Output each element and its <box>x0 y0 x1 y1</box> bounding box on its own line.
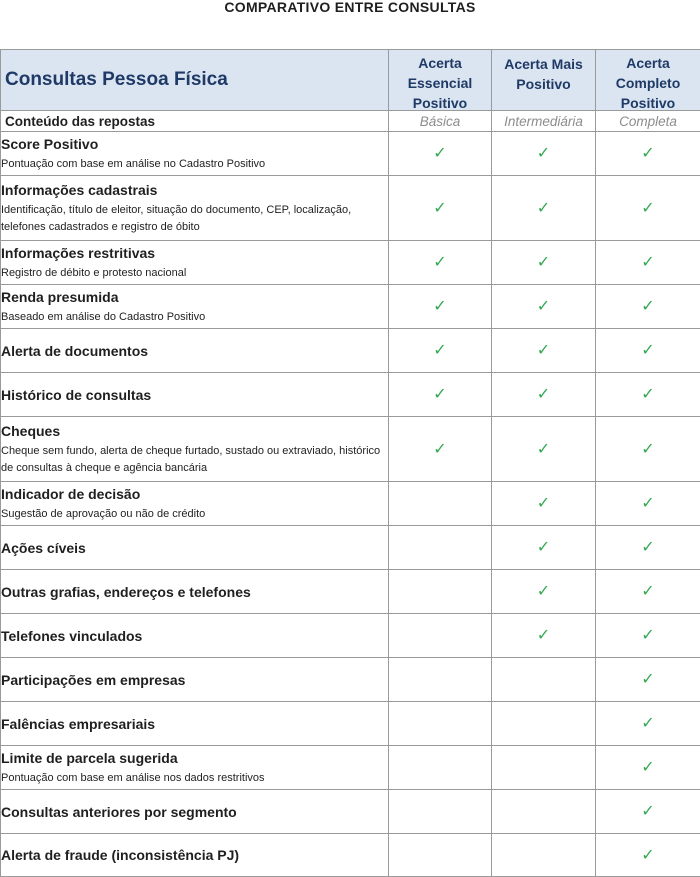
plan-check-cell <box>596 132 700 176</box>
check-icon: ✓ <box>433 299 446 315</box>
feature-cell <box>1 373 389 417</box>
check-icon: ✓ <box>641 628 654 644</box>
plan-check-cell <box>389 790 492 834</box>
plan-check-cell <box>596 658 700 702</box>
check-icon: ✓ <box>641 672 654 688</box>
plan-check-cell <box>492 834 596 877</box>
feature-title: Ações cíveis <box>1 539 388 557</box>
table-row <box>1 329 700 373</box>
plan-check-cell <box>596 614 700 658</box>
feature-title: Alerta de fraude (inconsistência PJ) <box>1 846 388 864</box>
feature-title: Indicador de decisão <box>1 485 388 503</box>
check-icon: ✓ <box>641 804 654 820</box>
feature-description: Cheque sem fundo, alerta de cheque furtado, sustado ou extraviado, histórico de consultas à cheque e agência bancária <box>1 443 388 477</box>
feature-description: Registro de débito e protesto nacional <box>1 265 388 282</box>
check-icon: ✓ <box>537 255 550 271</box>
plan-check-cell <box>492 176 596 241</box>
table-row <box>1 746 700 790</box>
feature-title: Alerta de documentos <box>1 342 388 360</box>
plan-check-cell <box>596 241 700 285</box>
feature-cell <box>1 241 389 285</box>
table-row <box>1 482 700 526</box>
plan-check-cell <box>389 834 492 877</box>
plan-check-cell <box>492 746 596 790</box>
check-icon: ✓ <box>641 146 654 162</box>
plan-check-cell <box>596 417 700 482</box>
plan-check-cell <box>596 285 700 329</box>
feature-description: Pontuação com base em análise nos dados restritivos <box>1 770 388 787</box>
feature-title: Outras grafias, endereços e telefones <box>1 583 388 601</box>
table-row <box>1 702 700 746</box>
feature-cell <box>1 482 389 526</box>
feature-cell <box>1 570 389 614</box>
check-icon: ✓ <box>433 201 446 217</box>
plan-check-cell <box>389 241 492 285</box>
check-icon: ✓ <box>433 343 446 359</box>
table-row <box>1 658 700 702</box>
plan-check-cell <box>492 482 596 526</box>
plan-check-cell <box>389 526 492 570</box>
feature-cell <box>1 132 389 176</box>
plan-check-cell <box>389 482 492 526</box>
plan-check-cell <box>596 570 700 614</box>
plan-check-cell <box>389 702 492 746</box>
table-row <box>1 176 700 241</box>
feature-cell <box>1 702 389 746</box>
check-icon: ✓ <box>433 442 446 458</box>
plan-check-cell <box>389 329 492 373</box>
plan-check-cell <box>492 241 596 285</box>
check-icon: ✓ <box>537 146 550 162</box>
plan-check-cell <box>492 285 596 329</box>
feature-cell <box>1 834 389 877</box>
plan-check-cell <box>389 417 492 482</box>
table-row <box>1 373 700 417</box>
check-icon: ✓ <box>537 496 550 512</box>
feature-cell <box>1 176 389 241</box>
plan-check-cell <box>596 329 700 373</box>
content-label: Conteúdo das repostas <box>1 111 389 132</box>
plan-check-cell <box>389 746 492 790</box>
plan-check-cell <box>596 834 700 877</box>
feature-cell <box>1 614 389 658</box>
feature-description: Identificação, título de eleitor, situação do documento, CEP, localização, telefones cadastrados e registro de óbito <box>1 202 388 236</box>
table-row <box>1 241 700 285</box>
plan-name: Acerta Essencial Positivo <box>389 53 491 113</box>
table-subheader-row <box>1 111 700 132</box>
check-icon: ✓ <box>641 442 654 458</box>
page-title: COMPARATIVO ENTRE CONSULTAS <box>0 0 700 15</box>
feature-title: Informações restritivas <box>1 244 388 262</box>
table-row <box>1 526 700 570</box>
check-icon: ✓ <box>641 496 654 512</box>
section-title: Consultas Pessoa Física <box>1 50 389 111</box>
plan-check-cell <box>389 132 492 176</box>
plan-name: Acerta Mais Positivo <box>492 54 595 94</box>
table-row <box>1 834 700 877</box>
plan-check-cell <box>596 373 700 417</box>
plan-check-cell <box>492 658 596 702</box>
check-icon: ✓ <box>537 343 550 359</box>
table-row <box>1 417 700 482</box>
plan-check-cell <box>492 132 596 176</box>
feature-title: Renda presumida <box>1 288 388 306</box>
check-icon: ✓ <box>641 343 654 359</box>
check-icon: ✓ <box>537 387 550 403</box>
comparison-table <box>0 49 700 877</box>
table-row <box>1 790 700 834</box>
plan-name: Acerta Completo Positivo <box>596 53 700 113</box>
plan-check-cell <box>492 526 596 570</box>
plan-check-cell <box>596 702 700 746</box>
plan-level-intermediaria: Intermediária <box>492 111 596 132</box>
plan-check-cell <box>492 329 596 373</box>
check-icon: ✓ <box>537 628 550 644</box>
check-icon: ✓ <box>537 299 550 315</box>
plan-check-cell <box>492 614 596 658</box>
check-icon: ✓ <box>537 584 550 600</box>
feature-title: Consultas anteriores por segmento <box>1 803 388 821</box>
plan-check-cell <box>596 176 700 241</box>
check-icon: ✓ <box>433 255 446 271</box>
table-row <box>1 132 700 176</box>
check-icon: ✓ <box>641 299 654 315</box>
check-icon: ✓ <box>641 584 654 600</box>
check-icon: ✓ <box>641 387 654 403</box>
feature-title: Falências empresariais <box>1 715 388 733</box>
plan-check-cell <box>596 526 700 570</box>
plan-header-mais <box>492 50 596 111</box>
plan-check-cell <box>389 373 492 417</box>
check-icon: ✓ <box>537 201 550 217</box>
feature-cell <box>1 790 389 834</box>
feature-title: Cheques <box>1 422 388 440</box>
plan-header-essencial <box>389 50 492 111</box>
plan-check-cell <box>492 702 596 746</box>
feature-title: Telefones vinculados <box>1 627 388 645</box>
plan-check-cell <box>492 373 596 417</box>
feature-cell <box>1 285 389 329</box>
check-icon: ✓ <box>433 387 446 403</box>
feature-title: Limite de parcela sugerida <box>1 749 388 767</box>
feature-title: Histórico de consultas <box>1 386 388 404</box>
plan-check-cell <box>492 790 596 834</box>
plan-level-basica: Básica <box>389 111 492 132</box>
feature-cell <box>1 526 389 570</box>
table-body <box>1 132 700 877</box>
feature-title: Participações em empresas <box>1 671 388 689</box>
plan-check-cell <box>389 570 492 614</box>
table-header-row <box>1 50 700 111</box>
check-icon: ✓ <box>641 201 654 217</box>
plan-check-cell <box>596 790 700 834</box>
plan-check-cell <box>389 658 492 702</box>
table-row <box>1 570 700 614</box>
check-icon: ✓ <box>537 442 550 458</box>
check-icon: ✓ <box>537 540 550 556</box>
feature-description: Sugestão de aprovação ou não de crédito <box>1 506 388 523</box>
feature-cell <box>1 417 389 482</box>
feature-title: Informações cadastrais <box>1 181 388 199</box>
feature-cell <box>1 329 389 373</box>
feature-cell <box>1 658 389 702</box>
plan-level-completa: Completa <box>596 111 700 132</box>
plan-header-completo <box>596 50 700 111</box>
plan-check-cell <box>389 176 492 241</box>
check-icon: ✓ <box>433 146 446 162</box>
table-row <box>1 614 700 658</box>
check-icon: ✓ <box>641 716 654 732</box>
feature-cell <box>1 746 389 790</box>
plan-check-cell <box>389 285 492 329</box>
plan-check-cell <box>596 746 700 790</box>
feature-description: Pontuação com base em análise no Cadastro Positivo <box>1 156 388 173</box>
check-icon: ✓ <box>641 848 654 864</box>
plan-check-cell <box>389 614 492 658</box>
table-row <box>1 285 700 329</box>
feature-title: Score Positivo <box>1 135 388 153</box>
check-icon: ✓ <box>641 760 654 776</box>
feature-description: Baseado em análise do Cadastro Positivo <box>1 309 388 326</box>
check-icon: ✓ <box>641 255 654 271</box>
check-icon: ✓ <box>641 540 654 556</box>
plan-check-cell <box>492 570 596 614</box>
plan-check-cell <box>596 482 700 526</box>
plan-check-cell <box>492 417 596 482</box>
